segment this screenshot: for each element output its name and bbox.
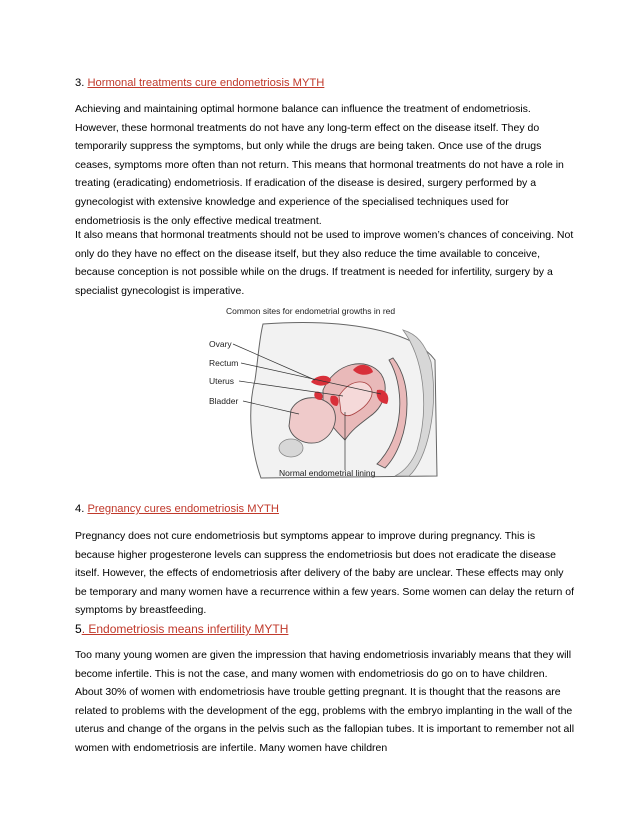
label-uterus: Uterus xyxy=(209,376,235,386)
section-5-title-link[interactable]: . Endometriosis means infertility MYTH xyxy=(81,622,289,636)
section-5-paragraph-1: Too many young women are given the impression that having endometriosis invariably means that they will become infertile. This is not the case, and many women with endometriosis do go on to have children. About 30% of women with endometriosis have trouble getting pregnant. It is thought that the reasons are related to problems with the development of the egg, problems with the embryo implanting in the wall of the uterus and change of the organs in the pelvis such as the fallopian tubes. It is important to remember not all women with endometriosis are infertile. Many women have children xyxy=(75,649,575,754)
section-5-heading xyxy=(75,622,288,636)
section-3-paragraph-1: Achieving and maintaining optimal hormone balance can influence the treatment of endometriosis. However, these hormonal treatments do not have any long-term effect on the disease itself. They do temporarily suppress the symptoms, but only while the drugs are being taken. Once use of the drugs ceases, symptoms more often than not return. This means that hormonal treatments do not have a role in treating (eradicating) endometriosis. If eradication of the disease is desired, surgery performed by a gynecologist with extensive knowledge and experience of the specialised techniques used for endometriosis is the only effective medical treatment. xyxy=(75,103,564,227)
section-4-heading xyxy=(75,502,279,516)
section-5-number: 5 xyxy=(75,622,82,636)
section-4-number: 4. xyxy=(75,503,88,515)
label-bladder: Bladder xyxy=(209,396,239,406)
section-3-heading xyxy=(75,76,324,90)
section-4-title-link[interactable]: Pregnancy cures endometriosis MYTH xyxy=(87,503,279,515)
label-normal-lining: Normal endometrial lining xyxy=(279,468,376,478)
section-3-paragraph-2: It also means that hormonal treatments should not be used to improve women’s chances of conceiving. Not only do they have no effect on the disease itself, but they also reduce the time available to conceive, because conception is not possible while on the drugs. If treatment is needed for infertility, surgery by a specialist gynecologist is imperative. xyxy=(75,229,574,297)
section-3-number: 3. xyxy=(75,77,88,89)
section-3-title-link[interactable]: Hormonal treatments cure endometriosis MYTH xyxy=(87,77,325,89)
pubic-bone-shape xyxy=(279,439,303,457)
section-4-paragraph-1: Pregnancy does not cure endometriosis but symptoms appear to improve during pregnancy. This is because higher progesterone levels can suppress the endometriosis but does not eradicate the disease itself. However, the effects of endometriosis after delivery of the baby are unclear. These effects may only be temporary and many women have a recurrence within a few years. Some women can delay the return of symptoms by breastfeeding. xyxy=(75,530,575,617)
label-rectum: Rectum xyxy=(209,358,239,368)
label-ovary: Ovary xyxy=(209,339,232,349)
figure-caption: Common sites for endometrial growths in red xyxy=(226,306,396,316)
endometriosis-diagram xyxy=(203,300,441,482)
